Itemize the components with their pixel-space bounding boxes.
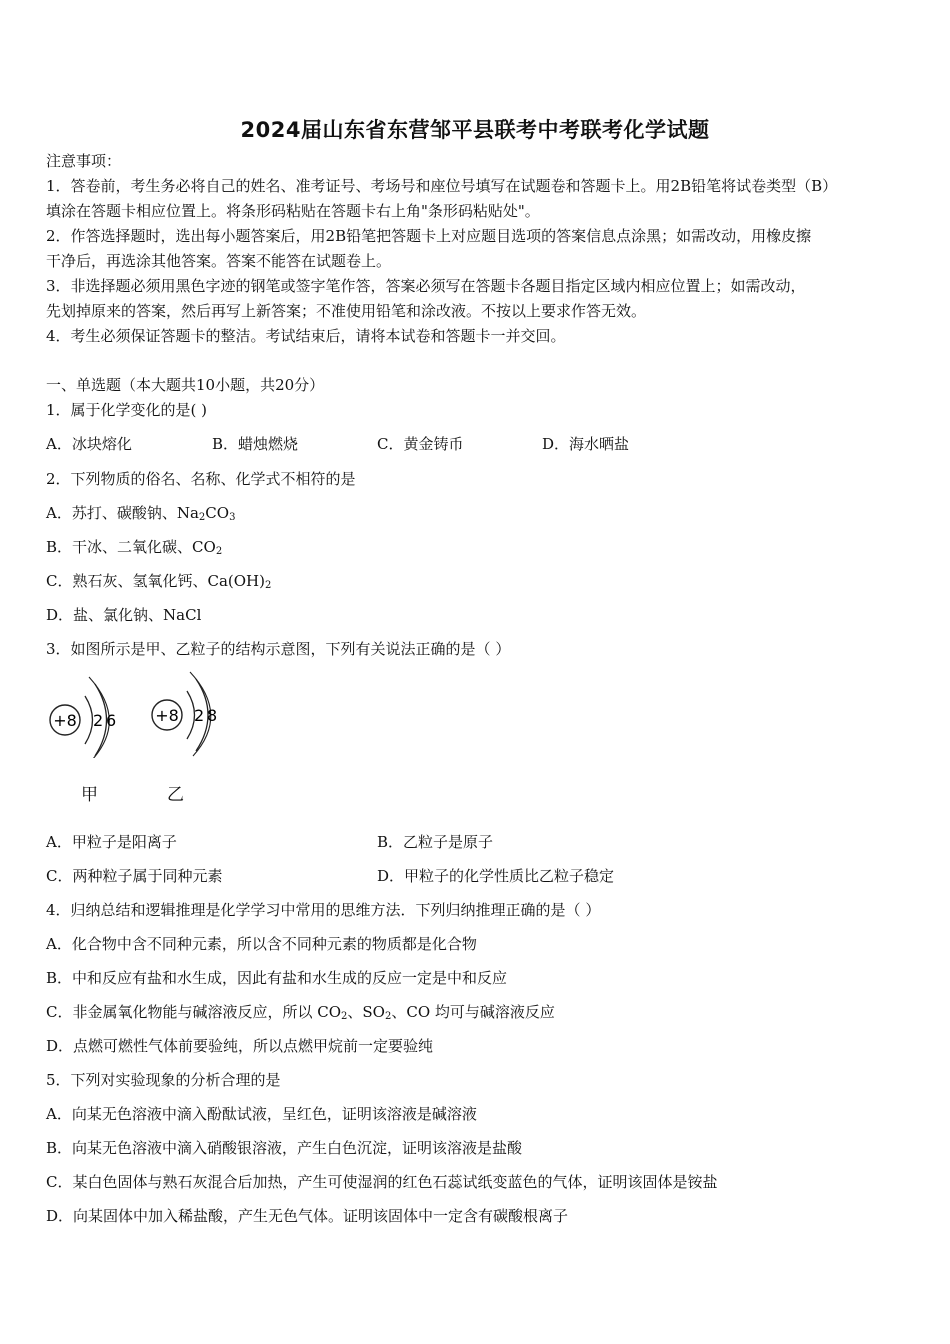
notice-line: 先划掉原来的答案，然后再写上新答案；不准使用铅笔和涂改液。不按以上要求作答无效。	[46, 302, 647, 320]
jia-shell-1-arc	[85, 696, 93, 744]
section-heading: 一、单选题（本大题共10小题，共20分）	[46, 376, 325, 394]
notice-line: 4．考生必须保证答题卡的整洁。考试结束后，请将本试卷和答题卡一并交回。	[46, 327, 566, 345]
question-1-stem: 1．属于化学变化的是( )	[46, 401, 208, 419]
q2-option-a-text: A．苏打、碳酸钠、Na	[46, 504, 199, 522]
notice-line: 2．作答选择题时，选出每小题答案后，用2B铅笔把答题卡上对应题目选项的答案信息点涂黑；如需改动，用橡皮擦	[46, 227, 812, 245]
q2-option-b	[46, 537, 222, 557]
q2-option-a	[46, 503, 235, 523]
yi-shell-2-electrons: 8	[207, 706, 218, 725]
q3-option-a: A．甲粒子是阳离子	[46, 833, 177, 851]
q4-option-d: D．点燃可燃性气体前要验纯，所以点燃甲烷前一定要验纯	[46, 1037, 434, 1055]
q4-option-c-formula: 、SO	[347, 1003, 385, 1021]
question-5-stem: 5．下列对实验现象的分析合理的是	[46, 1071, 281, 1089]
q4-option-a: A．化合物中含不同种元素，所以含不同种元素的物质都是化合物	[46, 935, 477, 953]
question-3-stem: 3．如图所示是甲、乙粒子的结构示意图，下列有关说法正确的是（ ）	[46, 640, 511, 658]
q4-option-c	[46, 1002, 555, 1022]
q5-option-c: C．某白色固体与熟石灰混合后加热，产生可使湿润的红色石蕊试纸变蓝色的气体，证明该固体是铵盐	[46, 1173, 718, 1191]
jia-shell-2-electrons: 6	[106, 711, 117, 730]
q5-option-d: D．向某固体中加入稀盐酸，产生无色气体。证明该固体中一定含有碳酸根离子	[46, 1207, 569, 1225]
jia-shell-1-electrons: 2	[93, 711, 104, 730]
yi-label: 乙	[167, 785, 184, 805]
q1-option-d: D．海水晒盐	[542, 435, 630, 453]
q1-option-c: C．黄金铸币	[377, 435, 464, 453]
subscript: 2	[198, 512, 206, 523]
q2-option-d: D．盐、氯化钠、NaCl	[46, 606, 202, 624]
question-4-stem: 4．归纳总结和逻辑推理是化学学习中常用的思维方法．下列归纳推理正确的是（ ）	[46, 901, 601, 919]
q2-option-a-formula: CO	[205, 504, 230, 522]
notice-line: 3．非选择题必须用黑色字迹的钢笔或签字笔作答，答案必须写在答题卡各题目指定区域内相应位置上；如需改动，	[46, 277, 806, 295]
notice-line: 干净后，再选涂其他答案。答案不能答在试题卷上。	[46, 252, 392, 270]
q3-option-c: C．两种粒子属于同种元素	[46, 867, 223, 885]
jia-nucleus-charge: +8	[53, 711, 77, 730]
q1-option-a: A．冰块熔化	[46, 435, 132, 453]
q1-option-b: B．蜡烛燃烧	[212, 435, 299, 453]
q4-option-c-text: C．非金属氧化物能与碱溶液反应，所以 CO	[46, 1003, 342, 1021]
atom-structure-diagram	[40, 668, 240, 758]
q4-option-c-text-end: 、CO 均可与碱溶液反应	[391, 1003, 555, 1021]
yi-shell-1-electrons: 2	[194, 706, 205, 725]
notice-line: 1．答卷前，考生务必将自己的姓名、准考证号、考场号和座位号填写在试题卷和答题卡上。用2B铅笔将试卷类型（B）	[46, 177, 838, 195]
q2-option-c	[46, 571, 271, 591]
notice-line: 填涂在答题卡相应位置上。将条形码粘贴在答题卡右上角"条形码粘贴处"。	[46, 202, 540, 220]
q5-option-b: B．向某无色溶液中滴入硝酸银溶液，产生白色沉淀，证明该溶液是盐酸	[46, 1139, 523, 1157]
subscript: 2	[384, 1011, 392, 1022]
q4-option-b: B．中和反应有盐和水生成，因此有盐和水生成的反应一定是中和反应	[46, 969, 508, 987]
q2-option-c-text: C．熟石灰、氢氧化钙、Ca(OH)	[46, 572, 265, 590]
subscript: 3	[229, 512, 236, 523]
subscript: 2	[341, 1011, 348, 1022]
q5-option-a: A．向某无色溶液中滴入酚酞试液，呈红色，证明该溶液是碱溶液	[46, 1105, 477, 1123]
q3-option-b: B．乙粒子是原子	[377, 833, 494, 851]
q2-option-b-text: B．干冰、二氧化碳、CO	[46, 538, 216, 556]
q3-option-d: D．甲粒子的化学性质比乙粒子稳定	[377, 867, 615, 885]
subscript: 2	[215, 546, 223, 557]
yi-nucleus-charge: +8	[155, 706, 179, 725]
page-title: 2024届山东省东营邹平县联考中考联考化学试题	[240, 118, 710, 142]
notice-heading: 注意事项：	[46, 152, 122, 170]
question-2-stem: 2．下列物质的俗名、名称、化学式不相符的是	[46, 470, 356, 488]
subscript: 2	[264, 580, 272, 591]
jia-label: 甲	[81, 785, 98, 805]
